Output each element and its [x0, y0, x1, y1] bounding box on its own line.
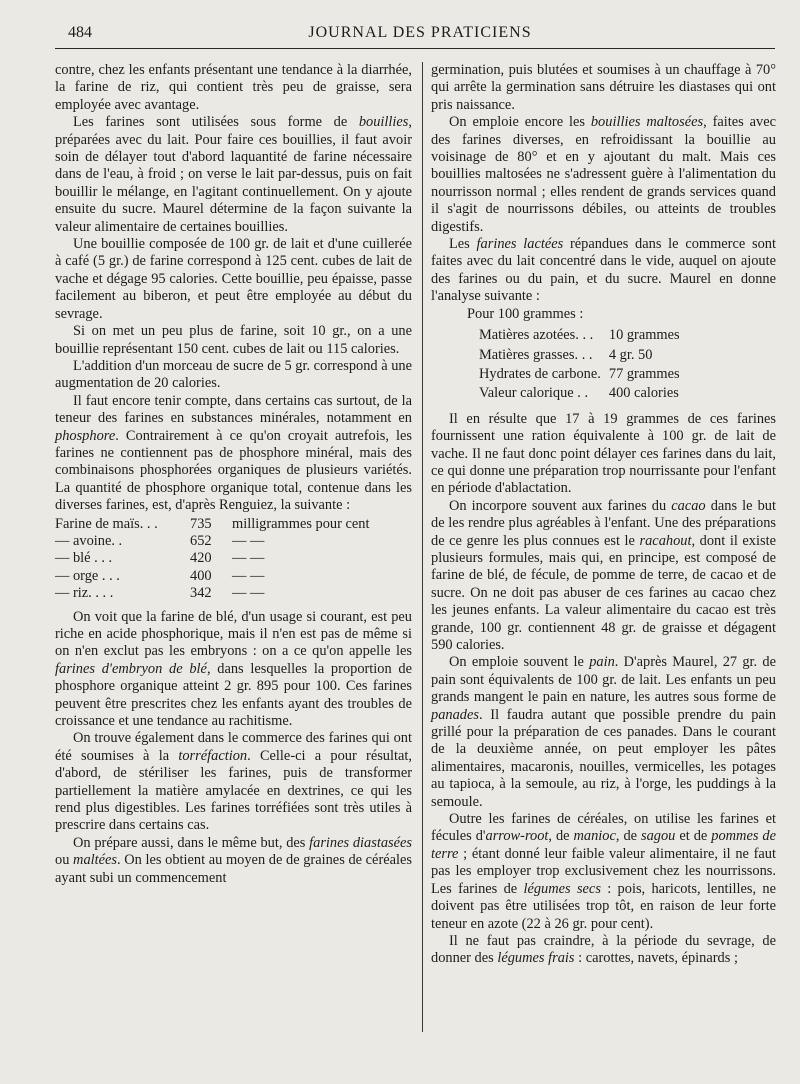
table-cell-unit: — —: [232, 567, 265, 584]
left-column: [55, 62, 412, 887]
table-cell-name: Farine de maïs. . .: [55, 515, 158, 532]
page-header: [60, 22, 780, 46]
table-cell-value: 400: [190, 567, 212, 584]
paragraph: Il en résulte que 17 à 19 grammes de ces farines fournissent une ration équivalente à 100 gr. de lait de vache. Il ne faut donc point délayer ces farines dans du lait, ce qui donne une préparation trop nourrissante pour l'enfant en période d'ablactation.: [431, 410, 776, 497]
paragraph: On prépare aussi, dans le même but, des farines diastasées ou maltées. On les obtient au moyen de de graines de céréales ayant subi un commencement: [55, 834, 412, 886]
page-number: 484: [68, 24, 92, 41]
paragraph: On trouve également dans le commerce des farines qui ont été soumises à la torréfaction. Celle-ci a pour résultat, d'abord, de stériliser les farines, puis de transformer partiellement la matière amylacée en dextrines, ce qui les rend plus digestibles. Les farines torréfiées sont très utiles à prescrire dans certains cas.: [55, 730, 412, 834]
table-row: [479, 347, 686, 364]
table-cell-value: 652: [190, 532, 212, 549]
table-row: [55, 533, 412, 550]
paragraph: germination, puis blutées et soumises à un chauffage à 70° qui arrête la germination sans détruire les diastases qui ont pris naissance.: [431, 62, 776, 113]
table-cell-value: 4 gr. 50: [608, 346, 653, 363]
paragraph: On emploie encore les bouillies maltosées, faites avec des farines diverses, en refroidissant la bouillie au voisinage de 80° et en y ajoutant du malt. Mais ces bouillies maltosées ne s'adressent guère à l'alimentation du nourrisson normal ; elles rendent de grands services quand il s'agit de nourrissons débiles, ou atteints de troubles digestifs.: [431, 114, 776, 235]
table-cell-unit: — —: [232, 550, 265, 567]
table-row: [479, 327, 686, 344]
table-cell-name: — riz. . . .: [55, 585, 114, 602]
table-cell-unit: — —: [232, 532, 265, 549]
paragraph: Si on met un peu plus de farine, soit 10 gr., on a une bouillie représentant 150 cent. cubes de lait ou 115 calories.: [55, 323, 412, 357]
table-cell-value: 10 grammes: [608, 327, 680, 344]
table-row: [55, 550, 412, 567]
paragraph: On incorpore souvent aux farines du cacao dans le but de les rendre plus agréables à l'enfant. Une des préparations de ce genre les plus connues est le racahout, dont il existe plusieurs formules, mais qui, en principe, est composé de farine de blé, de fécule, de pomme de terre, de cacao et de sucre. On ne doit pas abuser de ces farines au cacao chez les jeunes enfants. La valeur alimentaire du cacao est très grande, 100 gr. contiennent 48 gr. de graisse et dégagent 590 calories.: [431, 497, 776, 653]
column-divider: [422, 62, 423, 1032]
header-rule: [55, 48, 775, 49]
right-column: [431, 62, 776, 968]
table-cell-unit: — —: [232, 585, 265, 602]
table-cell-value: 400 calories: [608, 385, 679, 402]
table-caption: Pour 100 grammes :: [467, 305, 584, 322]
paragraph: Il faut encore tenir compte, dans certains cas surtout, de la teneur des farines en substances minérales, notamment en phosphore. Contrairement à ce qu'on croyait autrefois, les farines ne contiennent pas de phosphore minéral, mais des combinaisons phosphorées organiques de plusieurs variétés. La quantité de phosphore organique total, contenue dans les diverses farines, est, d'après Renguiez, la suivante :: [55, 392, 412, 514]
running-title: JOURNAL DES PRATICIENS: [308, 24, 532, 41]
paragraph: On voit que la farine de blé, d'un usage si courant, est peu riche en acide phosphorique, mais il n'en est pas de même si on n'en exclut pas les embryons : on a ce qu'on appelle les farines d'embryon de blé, dans lesquelles la proportion de phosphore organique atteint 2 gr. 895 pour 100. Ces farines peuvent être prescrites chez les enfants ayant des troubles de croissance et une tendance au rachitisme.: [55, 608, 412, 730]
paragraph: L'addition d'un morceau de sucre de 5 gr. correspond à une augmentation de 20 calories.: [55, 357, 412, 392]
table-cell-value: 420: [190, 550, 212, 567]
table-cell-value: 342: [190, 585, 212, 602]
table-row: [55, 585, 412, 602]
table-row: [55, 516, 412, 533]
table-cell-name: — blé . . .: [55, 550, 113, 567]
paragraph: Une bouillie composée de 100 gr. de lait et d'une cuillerée à café (5 gr.) de farine correspond à 125 cent. cubes de lait de vache et dégage 95 calories. Cette bouillie, peu épaisse, passe facilement au biberon, et peut être employée au début du sevrage.: [55, 236, 412, 322]
table-cell-name: Matières azotées. . .: [479, 327, 594, 344]
paragraph: Les farines lactées répandues dans le commerce sont faites avec du lait concentré dans le vide, auquel on ajoute des farines ou du pain, et du sucre. Maurel en donne l'analyse suivante :: [431, 236, 776, 305]
table-cell-name: — avoine. .: [55, 532, 123, 549]
table-cell-name: Matières grasses. . .: [479, 346, 593, 363]
paragraph: Les farines sont utilisées sous forme de bouillies, préparées avec du lait. Pour faire ces bouillies, il faut avoir soin de délayer tout d'abord laquantité de farine nécessaire dans de l'eau, à froid ; on verse le lait par-dessus, puis on fait bouillir le mélange, en l'agitant continuellement. On y ajoute ensuite du sucre. Maurel détermine de la façon suivante la valeur alimentaire de certaines bouillies.: [55, 114, 412, 235]
paragraph: contre, chez les enfants présentant une tendance à la diarrhée, la farine de riz, qui contient très peu de graisse, sera employée avec avantage.: [55, 62, 412, 113]
table-cell-name: Valeur calorique . .: [479, 385, 589, 402]
paragraph: Il ne faut pas craindre, à la période du sevrage, de donner des légumes frais : carottes, navets, épinards ;: [431, 932, 776, 967]
table-row: [479, 385, 686, 402]
table-row: [479, 366, 686, 383]
paragraph: On emploie souvent le pain. D'après Maurel, 27 gr. de pain sont équivalents de 100 gr. de lait. Les enfants un peu grands mangent le pain en nature, les autres sous forme de panades. Il faudra autant que possible prendre du pain grillé pour la préparation de ces panades. Dans le courant de la deuxième année, on peut employer les pâtes alimentaires, macaronis, nouilles, vermicelles, les potages au tapioca, à la semoule, au riz, à l'orge, les puddings à la semoule.: [431, 654, 776, 810]
paragraph: Outre les farines de céréales, on utilise les farines et fécules d'arrow-root, de manioc, de sagou et de pommes de terre ; étant donné leur faible valeur alimentaire, il ne faut pas les employer trop exclusivement chez les nourrissons. Les farines de légumes secs : pois, haricots, lentilles, ne doivent pas être utilisées trop tôt, en raison de leur forte teneur en azote (22 à 26 gr. pour cent).: [431, 811, 776, 932]
table-cell-name: — orge . . .: [55, 567, 120, 584]
table-cell-unit: milligrammes pour cent: [232, 515, 370, 532]
table-cell-value: 77 grammes: [608, 365, 680, 382]
composition-table: [477, 325, 688, 405]
table-row: [55, 568, 412, 585]
phosphorus-table: [55, 516, 412, 603]
table-cell-name: Hydrates de carbone.: [479, 365, 601, 382]
table-cell-value: 735: [190, 515, 212, 532]
